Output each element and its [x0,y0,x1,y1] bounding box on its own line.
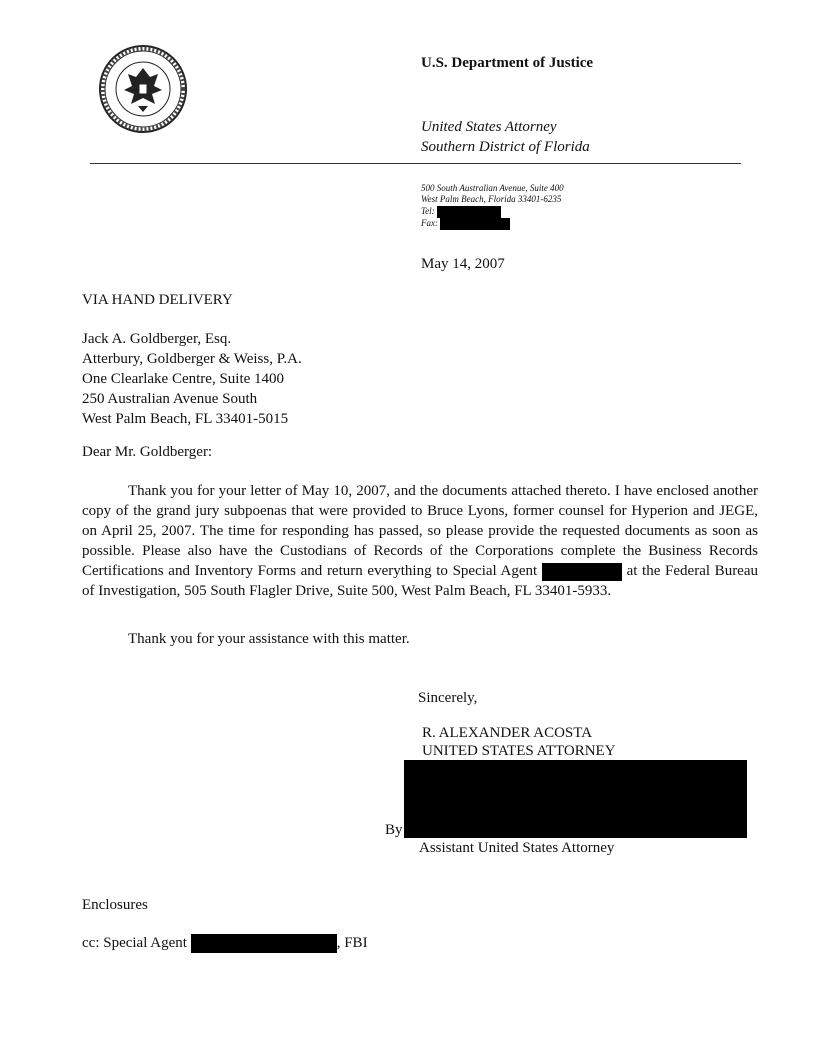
fax-line [421,218,564,230]
agent-name-redaction [542,563,622,581]
recipient-line: Atterbury, Goldberger & Weiss, P.A. [82,351,302,367]
signer-name: R. ALEXANDER ACOSTA [422,725,593,741]
by-label: By [385,822,403,838]
header-rule [90,163,741,164]
office-address [421,183,564,230]
recipient-address [82,329,302,429]
enclosures: Enclosures [82,897,148,913]
fax-redaction [440,218,510,230]
signer-title: UNITED STATES ATTORNEY [422,743,616,759]
assistant-title: Assistant United States Attorney [419,840,615,856]
office-name [421,117,590,157]
signer-block [422,724,616,760]
cc-agent-redaction [191,934,337,953]
address-line-1: 500 South Australian Avenue, Suite 400 [421,183,564,193]
office-line-2: Southern District of Florida [421,139,590,155]
salutation: Dear Mr. Goldberger: [82,444,213,460]
cc-suffix: , FBI [336,935,368,951]
address-line-2: West Palm Beach, Florida 33401-6235 [421,194,562,205]
cc-line [82,933,368,953]
cc-prefix: cc: Special Agent [82,935,187,951]
recipient-line: West Palm Beach, FL 33401-5015 [82,411,289,427]
office-line-1: United States Attorney [421,119,557,135]
department-name: U.S. Department of Justice [421,55,594,71]
recipient-line: One Clearlake Centre, Suite 1400 [82,371,285,387]
fax-label: Fax: [421,217,438,228]
tel-redaction [437,206,501,218]
doj-seal-icon [98,44,188,134]
closing-thanks: Thank you for your assistance with this matter. [128,631,410,647]
body-text-part-2: at the Federal Bureau of Investigation, 505 South Flagler Drive, Suite 500, West Palm Beach, FL 33401-5933. [82,563,759,599]
tel-label: Tel: [421,205,435,216]
recipient-line: 250 Australian Avenue South [82,391,258,407]
body-text-part-1: Thank you for your letter of May 10, 2007, and the documents attached thereto. I have enclosed another copy of the grand jury subpoenas that were provided to Bruce Lyons, former counsel for Hyperion and JEGE, on April 25, 2007. The time for responding has passed, so please provide the requested documents as soon as possible. Please also have the Custodians of Records of the Corporations complete the Business Records Certifications and Inventory Forms and return everything to Special Agent [82,483,758,579]
tel-line [421,206,564,218]
letter-date: May 14, 2007 [421,256,505,272]
recipient-line: Jack A. Goldberger, Esq. [82,331,232,347]
signature-redaction [404,760,747,838]
body-paragraph [82,481,758,601]
delivery-method: VIA HAND DELIVERY [82,292,233,308]
sincerely: Sincerely, [418,690,478,706]
